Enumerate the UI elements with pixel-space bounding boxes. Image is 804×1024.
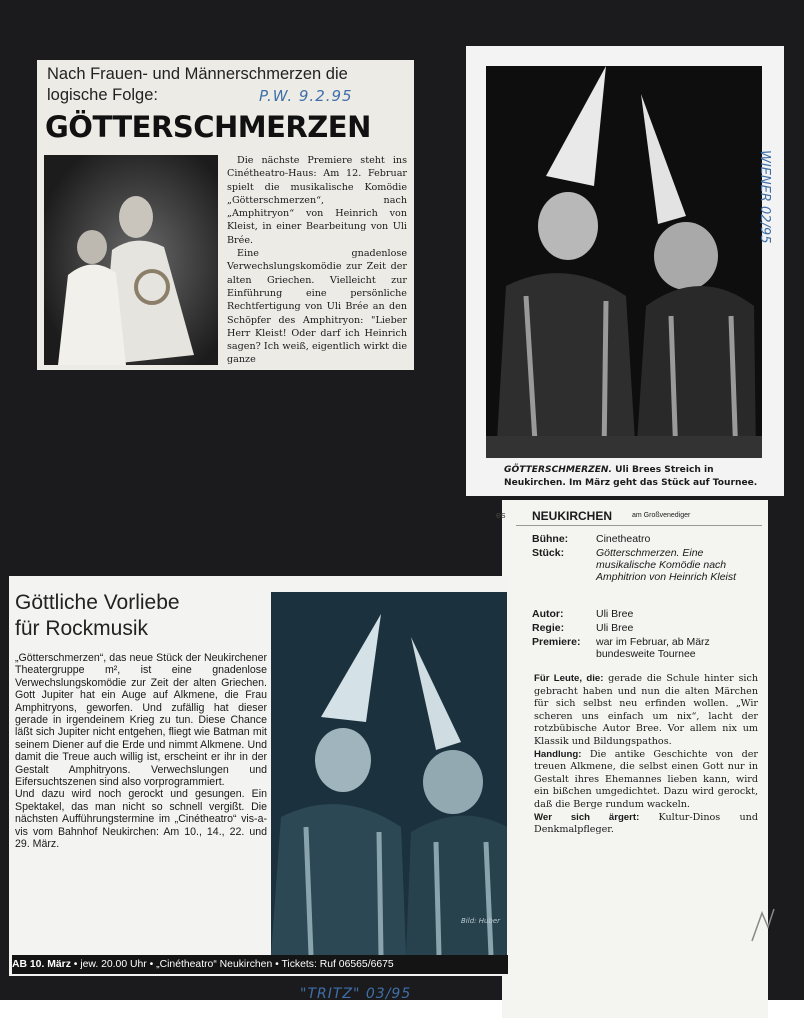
fact-row — [532, 636, 762, 664]
clipping4-photo-credit: Bild: Huber — [461, 917, 501, 925]
clipping3-region: am Großvenediger — [632, 512, 691, 519]
fact-value: Cinetheatro — [596, 533, 651, 545]
fact-label: Premiere: — [532, 636, 581, 648]
section-label: Handlung: — [534, 748, 582, 760]
clipping3-divider — [516, 525, 762, 526]
clipping4-ticket-bar — [12, 955, 508, 974]
clipping4-title-line2: für Rockmusik — [15, 617, 149, 640]
fact-value: Uli Bree — [596, 622, 634, 634]
fact-row — [532, 533, 762, 546]
clipping-goetterschmerzen-article — [37, 60, 414, 370]
clipping2-stage-photo — [486, 66, 762, 458]
clipping1-paragraph: Die nächste Premiere steht ins Cinétheatro-Haus: Am 12. Februar spielt die musikalische Komödie „Götterschmerzen“, nach „Amphitryon“ von Heinrich von Kleist, in einer Bearbeitung von Uli Brée. — [227, 155, 407, 246]
section-label: Für Leute, die: — [534, 673, 604, 684]
fact-row — [532, 547, 762, 597]
clipping2-caption — [504, 464, 764, 490]
clipping4-paragraph: Und dazu wird noch gerockt und gesungen. Ein Spektakel, das man nicht so schnell vergißt. Die nächsten Aufführungstermine im „Cinétheatro“ vis-a-vis vom Bahnhof Neukirchen: Am 10., 14., 22. und 29. März. — [15, 788, 267, 851]
clipping4-paragraph: „Götterschmerzen“, das neue Stück der Neukirchener Theatergruppe m², ist eine gnadenlose Verwechslungskomödie zur Zeit der alten Griechen. Gott Jupiter hat ein Auge auf Alkmene, die Frau Amphitryons, geworfen. Und zufällig hat dieser gerade in irgendeinem Krieg zu tun. Diese Chance läßt sich Jupiter nicht entgehen, fliegt wie Batman mit seinem Diener auf die Erde und nimmt Alkmene. Und damit die Treue auch willig ist, erscheint er ihr in der Gestalt Amphitryons. Verwechslungen und Eifersuchtszenen sind also vorprogrammiert. — [15, 652, 267, 789]
pen-scribble-mark — [748, 905, 778, 945]
handwritten-source-note: WIENER 02/95 — [757, 150, 772, 244]
fact-value: Götterschmerzen. Eine musikalische Komödie nach Amphitrion von Heinrich Kleist — [596, 547, 737, 584]
clipping1-body — [227, 154, 407, 367]
clipping2-caption-text: Uli Brees Streich in Neukirchen. Im März geht das Stück auf Tournee. — [504, 465, 758, 488]
section-text: gerade die Schule hinter sich gebracht haben und nun die alten Märchen für sich selbst neu erfinden wollen. „Wir scheren uns einfach um nix“, lacht der rotzbübische Autor Bree. Vor allem nix um Klassik und Bildungspathos. — [534, 673, 758, 747]
clipping4-tinted-stage-photo — [271, 592, 507, 955]
clipping3-section — [534, 673, 758, 749]
section-text: Die antike Geschichte von der treuen Alkmene, die selbst einen Gott nur in Gestalt ihres Ehemannes lieben kann, wird ein bißchen umgedichtet. Dazu wird gerockt, daß die Berge rundum wackeln. — [534, 748, 758, 810]
clipping3-town: NEUKIRCHEN — [532, 509, 613, 523]
clipping-neukirchen-listing — [496, 500, 768, 1018]
fact-value: Uli Bree — [596, 608, 634, 620]
clipping1-paragraph: Eine gnadenlose Verwechslungskomödie zur Zeit der alten Griechen. Vielleicht zur Einführung eine persönliche Rechtfertigung von Uli Brée an den Schöpfer des Amphitryon: "Lieber Herr Kleist! Oder darf ich Heinrich sagen? Ich weiß, eigentlich wirkt die ganze — [227, 248, 407, 366]
clipping3-section — [534, 749, 758, 812]
clipping1-headline: Nach Frauen- und Männerschmerzen die logische Folge: — [47, 65, 348, 104]
section-text: Kultur-Dinos und Denkmalpfleger. — [534, 811, 758, 836]
clipping-tournee-photo — [466, 46, 784, 496]
clipping3-cut-prefix: es — [496, 510, 506, 520]
clipping1-handwritten-date: P.W. 9.2.95 — [259, 87, 353, 105]
clipping4-body — [15, 652, 267, 851]
section-label: Wer sich ärgert: — [534, 811, 640, 823]
clipping3-body — [534, 673, 758, 837]
clipping4-title — [15, 590, 180, 642]
clipping2-caption-lead: GÖTTERSCHMERZEN. — [504, 465, 612, 475]
fact-label: Autor: — [532, 608, 564, 620]
fact-label: Stück: — [532, 547, 565, 559]
ticket-bar-lead: AB 10. März — [12, 959, 71, 970]
fact-row — [532, 622, 762, 635]
clipping1-stage-photo — [44, 155, 218, 365]
fact-label: Regie: — [532, 622, 565, 634]
fact-row — [532, 608, 762, 621]
ticket-bar-text: • jew. 20.00 Uhr • „Cinétheatro“ Neukirchen • Tickets: Ruf 06565/6675 — [70, 959, 394, 970]
clipping4-title-line1: Göttliche Vorliebe — [15, 591, 180, 614]
fact-value: war im Februar, ab März bundesweite Tournee — [596, 636, 710, 661]
clipping-rockmusik-article — [9, 576, 509, 976]
fact-label: Bühne: — [532, 533, 569, 545]
handwritten-footer-note: "TRITZ" 03/95 — [300, 986, 412, 1002]
clipping1-title: GÖTTERSCHMERZEN — [45, 110, 371, 144]
clipping3-section — [534, 812, 758, 837]
